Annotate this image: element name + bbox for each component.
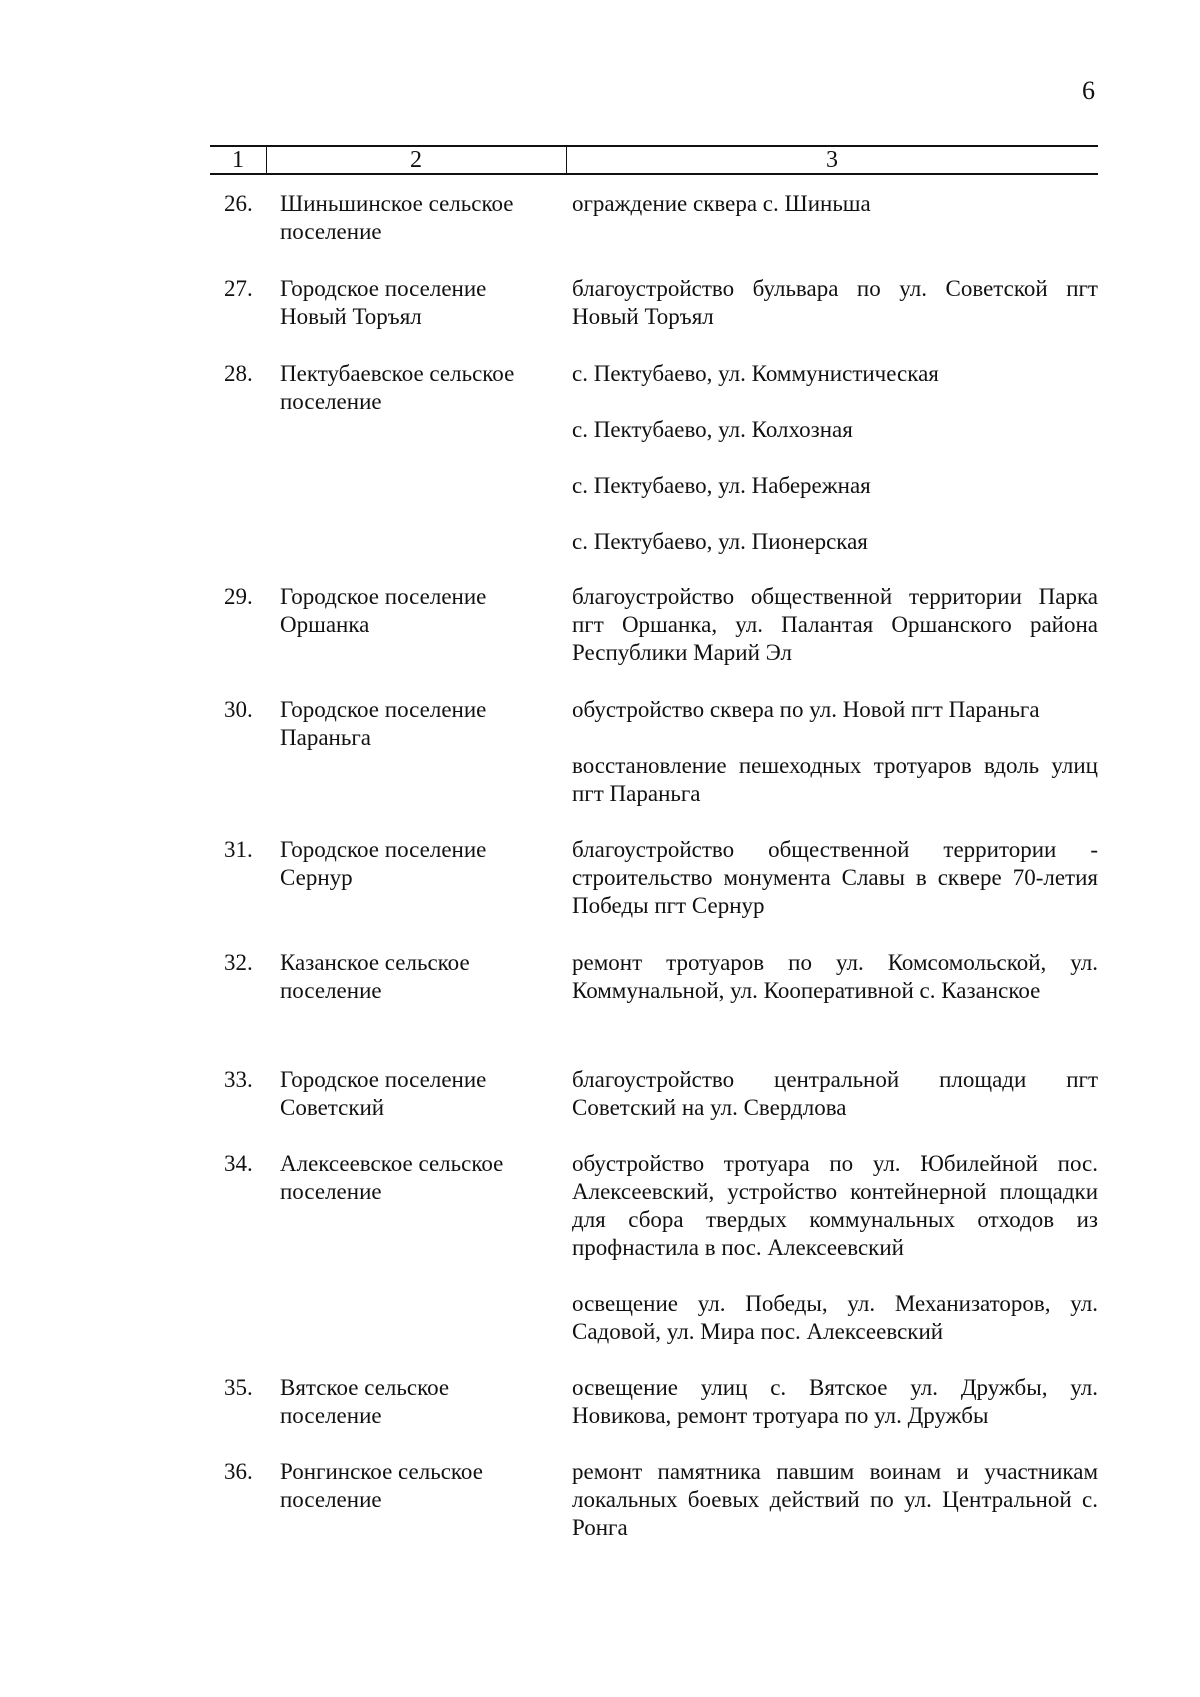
work-item: с. Пектубаево, ул. Колхозная — [572, 417, 853, 442]
works-list — [572, 190, 1098, 218]
settlement-name: Вятское сельское поселение — [280, 1375, 450, 1428]
settlement-name: Шиньшинское сельское поселение — [280, 191, 514, 244]
work-item: благоустройство центральной площади пгт Советский на ул. Свердлова — [572, 1067, 1098, 1120]
settlement-name: Городское поселение Сернур — [280, 837, 487, 890]
works-list — [572, 1066, 1098, 1122]
row-number: 30. — [224, 697, 253, 722]
table-header — [210, 145, 1098, 175]
work-item: ремонт тротуаров по ул. Комсомольской, ул. Коммунальной, ул. Кооперативной с. Казанское — [572, 950, 1098, 1003]
works-list — [572, 836, 1098, 920]
work-item: восстановление пешеходных тротуаров вдоль улиц пгт Параньга — [572, 753, 1098, 806]
work-item: с. Пектубаево, ул. Набережная — [572, 473, 871, 498]
row-number: 32. — [224, 950, 253, 975]
work-item: с. Пектубаево, ул. Пионерская — [572, 529, 868, 554]
work-item: ограждение сквера с. Шиньша — [572, 191, 871, 216]
works-list — [572, 949, 1098, 1005]
work-item: благоустройство общественной территории Парка пгт Оршанка, ул. Палантая Оршанского района Республики Марий Эл — [572, 584, 1098, 665]
work-item: освещение улиц с. Вятское ул. Дружбы, ул. Новикова, ремонт тротуара по ул. Дружбы — [572, 1375, 1098, 1428]
work-item: освещение ул. Победы, ул. Механизаторов, ул. Садовой, ул. Мира пос. Алексеевский — [572, 1291, 1098, 1344]
row-number: 28. — [224, 361, 253, 386]
settlement-name: Городское поселение Новый Торъял — [280, 276, 487, 329]
row-number: 34. — [224, 1151, 253, 1176]
works-list — [572, 1374, 1098, 1430]
row-number: 36. — [224, 1459, 253, 1484]
settlement-name: Пектубаевское сельское поселение — [280, 361, 515, 414]
row-number: 29. — [224, 584, 253, 609]
row-number: 27. — [224, 276, 253, 301]
work-item: обустройство сквера по ул. Новой пгт Параньга — [572, 697, 1040, 722]
works-list — [572, 583, 1098, 667]
row-number: 35. — [224, 1375, 253, 1400]
row-number: 33. — [224, 1067, 253, 1092]
work-item: с. Пектубаево, ул. Коммунистическая — [572, 361, 939, 386]
works-list — [572, 360, 1098, 556]
work-item: благоустройство бульвара по ул. Советской пгт Новый Торъял — [572, 276, 1098, 329]
settlement-name: Городское поселение Параньга — [280, 697, 487, 750]
settlement-name: Ронгинское сельское поселение — [280, 1459, 483, 1512]
works-list — [572, 275, 1098, 331]
header-col-3: 3 — [826, 147, 838, 173]
works-list — [572, 696, 1098, 808]
works-list — [572, 1150, 1098, 1346]
page-number: 6 — [1082, 76, 1095, 105]
settlement-name: Городское поселение Оршанка — [280, 584, 487, 637]
work-item: благоустройство общественной территории - строительство монумента Славы в сквере 70-летия Победы пгт Сернур — [572, 837, 1098, 918]
header-col-1: 1 — [210, 147, 267, 173]
settlement-name: Алексеевское сельское поселение — [280, 1151, 504, 1204]
works-list — [572, 1458, 1098, 1542]
settlement-name: Казанское сельское поселение — [280, 950, 470, 1003]
row-number: 31. — [224, 837, 253, 862]
header-col-2: 2 — [266, 147, 567, 173]
settlement-name: Городское поселение Советский — [280, 1067, 487, 1120]
work-item: ремонт памятника павшим воинам и участникам локальных боевых действий по ул. Центральной с. Ронга — [572, 1459, 1098, 1540]
row-number: 26. — [224, 191, 253, 216]
work-item: обустройство тротуара по ул. Юбилейной пос. Алексеевский, устройство контейнерной площадки для сбора твердых коммунальных отходов из профнастила в пос. Алексеевский — [572, 1151, 1098, 1260]
